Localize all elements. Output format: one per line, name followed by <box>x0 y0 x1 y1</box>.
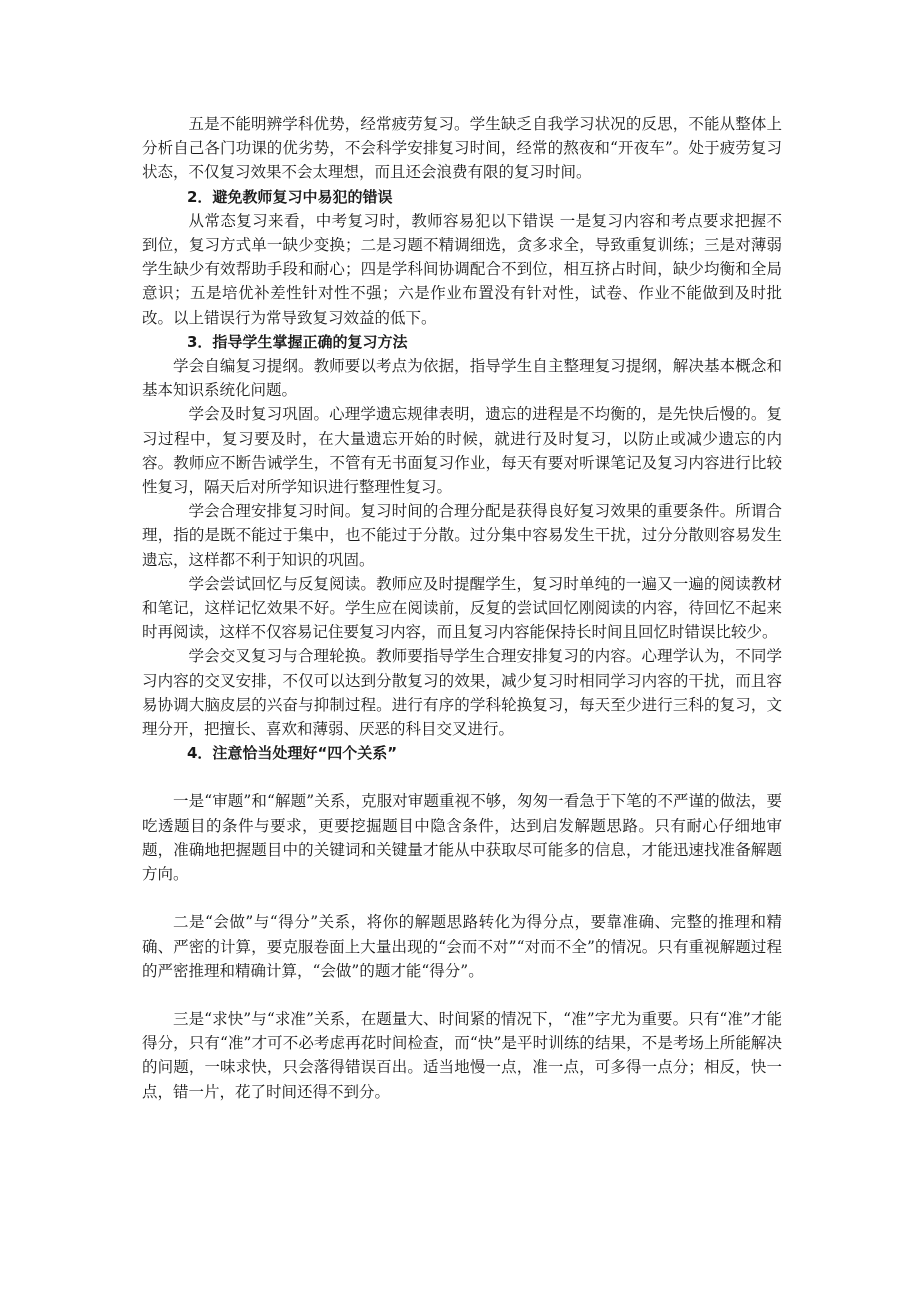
paragraph-method-timely-review: 学会及时复习巩固。心理学遗忘规律表明，遗忘的进程是不均衡的，是先快后慢的。复习过程中，复习要及时，在大量遗忘开始的时候，就进行及时复习，以防止或减少遗忘的内容。教师应不断告诫学生，不管有无书面复习作业，每天有要对听课笔记及复习内容进行比较性复习，隔天后对所学知识进行整理性复习。 <box>142 405 782 497</box>
paragraph-method-cross-review: 学会交叉复习与合理轮换。教师要指导学生合理安排复习的内容。心理学认为，不同学习内容的交叉安排，不仅可以达到分散复习的效果，减少复习时相同学习内容的干扰，而且容易协调大脑皮层的兴奋与抑制过程。进行有序的学科轮换复习，每天至少进行三科的复习，文理分开，把擅长、喜欢和薄弱、厌恶的科目交叉进行。 <box>142 647 782 739</box>
document-body <box>142 112 782 1104</box>
blank-line <box>142 983 782 1007</box>
heading-four-relations: 4．注意恰当处理好“四个关系” <box>187 744 398 763</box>
heading-review-methods: 3．指导学生掌握正确的复习方法 <box>187 332 408 351</box>
paragraph-method-time-allocation: 学会合理安排复习时间。复习时间的合理分配是获得良好复习效果的重要条件。所谓合理，指的是既不能过于集中，也不能过于分散。过分集中容易发生干扰，过分分散则容易发生遗忘，这样都不利于知识的巩固。 <box>142 502 782 569</box>
paragraph-method-outline: 学会自编复习提纲。教师要以考点为依据，指导学生自主整理复习提纲，解决基本概念和基本知识系统化问题。 <box>142 357 782 400</box>
paragraph-relation-doing-scoring: 二是“会做”与“得分”关系，将你的解题思路转化为得分点，要靠准确、完整的推理和精确、严密的计算，要克服卷面上大量出现的“会而不对”“对而不全”的情况。只有重视解题过程的严密推理和精确计算，“会做”的题才能“得分”。 <box>142 913 782 980</box>
paragraph-teacher-errors: 从常态复习来看，中考复习时，教师容易犯以下错误 一是复习内容和考点要求把握不到位，复习方式单一缺少变换；二是习题不精调细选，贪多求全，导致重复训练；三是对薄弱学生缺少有效帮助手段和耐心；四是学科间协调配合不到位，相互挤占时间，缺少均衡和全局意识；五是培优补差性针对性不强；六是作业布置没有针对性，试卷、作业不能做到及时批改。以上错误行为常导致复习效益的低下。 <box>142 211 782 327</box>
blank-line <box>142 886 782 910</box>
paragraph-method-recall-reading: 学会尝试回忆与反复阅读。教师应及时提醒学生，复习时单纯的一遍又一遍的阅读教材和笔记，这样记忆效果不好。学生应在阅读前，反复的尝试回忆刚阅读的内容，待回忆不起来时再阅读，这样不仅容易记住要复习内容，而且复习内容能保持长时间且回忆时错误比较少。 <box>142 574 782 642</box>
paragraph-weakness-five: 五是不能明辨学科优势，经常疲劳复习。学生缺乏自我学习状况的反思，不能从整体上分析自己各门功课的优劣势，不会科学安排复习时间，经常的熬夜和“开夜车”。处于疲劳复习状态，不仅复习效果不会太理想，而且还会浪费有限的复习时间。 <box>142 115 782 182</box>
blank-line <box>142 765 782 789</box>
heading-avoid-teacher-errors: 2．避免教师复习中易犯的错误 <box>187 187 393 206</box>
paragraph-relation-speed-accuracy: 三是“求快”与“求准”关系，在题量大、时间紧的情况下，“准”字尤为重要。只有“准”才能得分，只有“准”才可不必考虑再花时间检查，而“快”是平时训练的结果，不是考场上所能解决的问题，一味求快，只会落得错误百出。适当地慢一点，准一点，可多得一点分；相反，快一点，错一片，花了时间还得不到分。 <box>142 1009 782 1101</box>
paragraph-relation-reading-solving: 一是“审题”和“解题”关系，克服对审题重视不够，匆匆一看急于下笔的不严谨的做法，要吃透题目的条件与要求，更要挖掘题目中隐含条件，达到启发解题思路。只有耐心仔细地审题，准确地把握题目中的关键词和关键量才能从中获取尽可能多的信息，才能迅速找准备解题方向。 <box>142 792 782 884</box>
